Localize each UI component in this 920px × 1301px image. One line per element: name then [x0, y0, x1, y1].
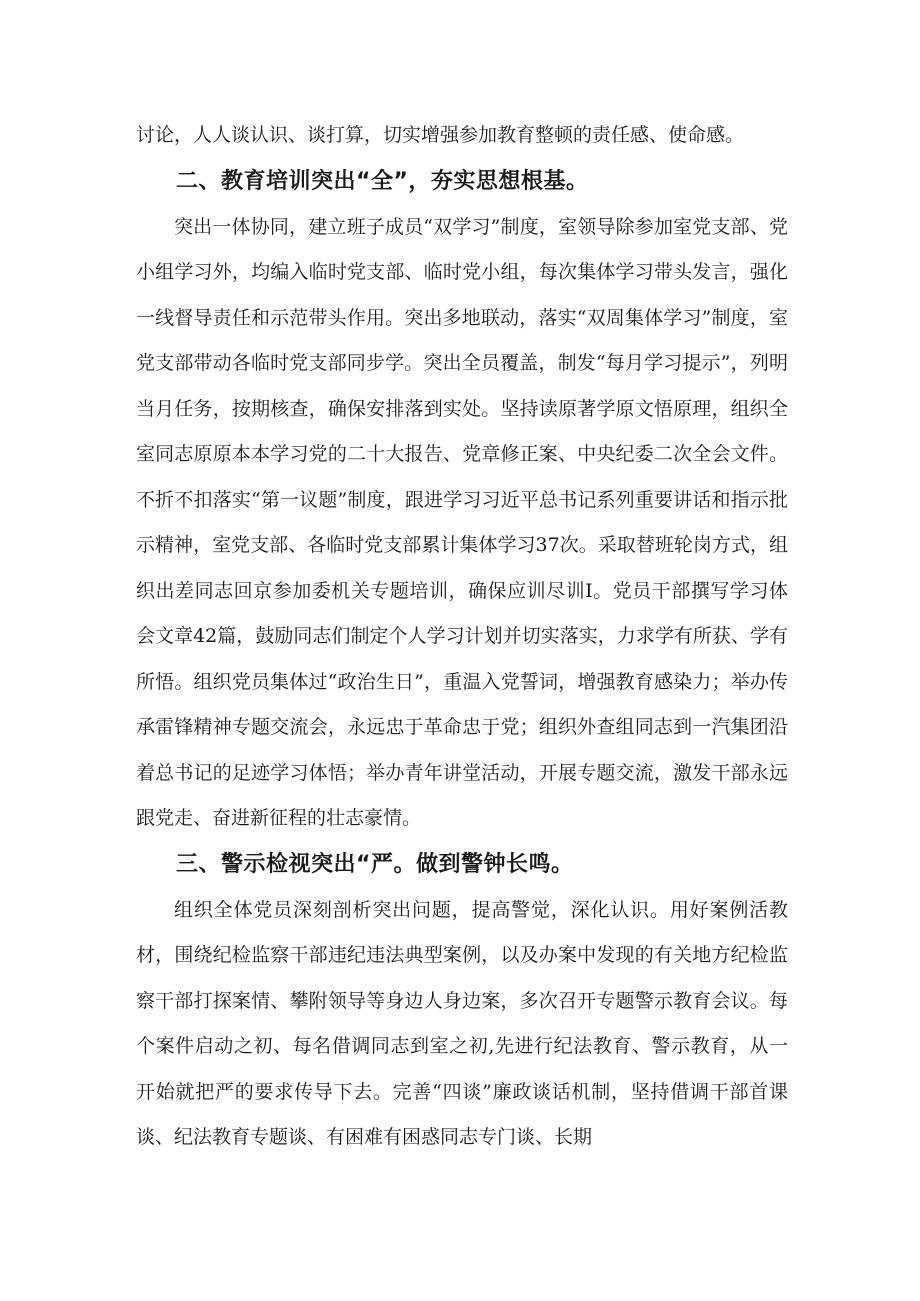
intro-paragraph-tail: 讨论，人人谈认识、谈打算，切实增强参加教育整顿的责任感、使命感。	[136, 124, 745, 146]
document-body	[136, 113, 788, 1161]
section-3-paragraph: 组织全体党员深刻剖析突出问题，提高警觉，深化认识。用好案例活教材，围绕纪检监察干部违纪违法典型案例，以及办案中发现的有关地方纪检监察干部打探案情、攀附领导等身边人身边案，多次召开专题警示教育会议。每个案件启动之初、每名借调同志到室之初,先进行纪法教育、警示教育，从一开始就把严的要求传导下去。完善“四谈”廉政谈话机制，坚持借调干部首课谈、纪法教育专题谈、有困难有困惑同志专门谈、长期	[136, 898, 788, 1148]
section-2-heading: 二、教育培训突出“全”，夯实思想根基。	[176, 168, 589, 194]
section-3-heading: 三、警示检视突出“严。做到警钟长鸣。	[176, 851, 574, 877]
section-2-paragraph: 突出一体协同，建立班子成员“双学习”制度，室领导除参加室党支部、党小组学习外，均编入临时党支部、临时党小组，每次集体学习带头发言，强化一线督导责任和示范带头作用。突出多地联动，落实“双周集体学习”制度，室党支部带动各临时党支部同步学。突出全员覆盖，制发“每月学习提示”，列明当月任务，按期核查，确保安排落到实处。坚持读原著学原文悟原理，组织全室同志原原本本学习党的二十大报告、党章修正案、中央纪委二次全会文件。不折不扣落实“第一议题”制度，跟进学习习近平总书记系列重要讲话和指示批示精神，室党支部、各临时党支部累计集体学习37次。采取替班轮岗方式，组织出差同志回京参加委机关专题培训，确保应训尽训I。党员干部撰写学习体会文章42篇，鼓励同志们制定个人学习计划并切实落实，力求学有所获、学有所悟。组织党员集体过“政治生日”，重温入党誓词，增强教育感染力；举办传承雷锋精神专题交流会，永远忠于革命忠于党；组织外查组同志到一汽集团沿着总书记的足迹学习体悟；举办青年讲堂活动，开展专题交流，激发干部永远跟党走、奋进新征程的壮志豪情。	[136, 215, 788, 829]
